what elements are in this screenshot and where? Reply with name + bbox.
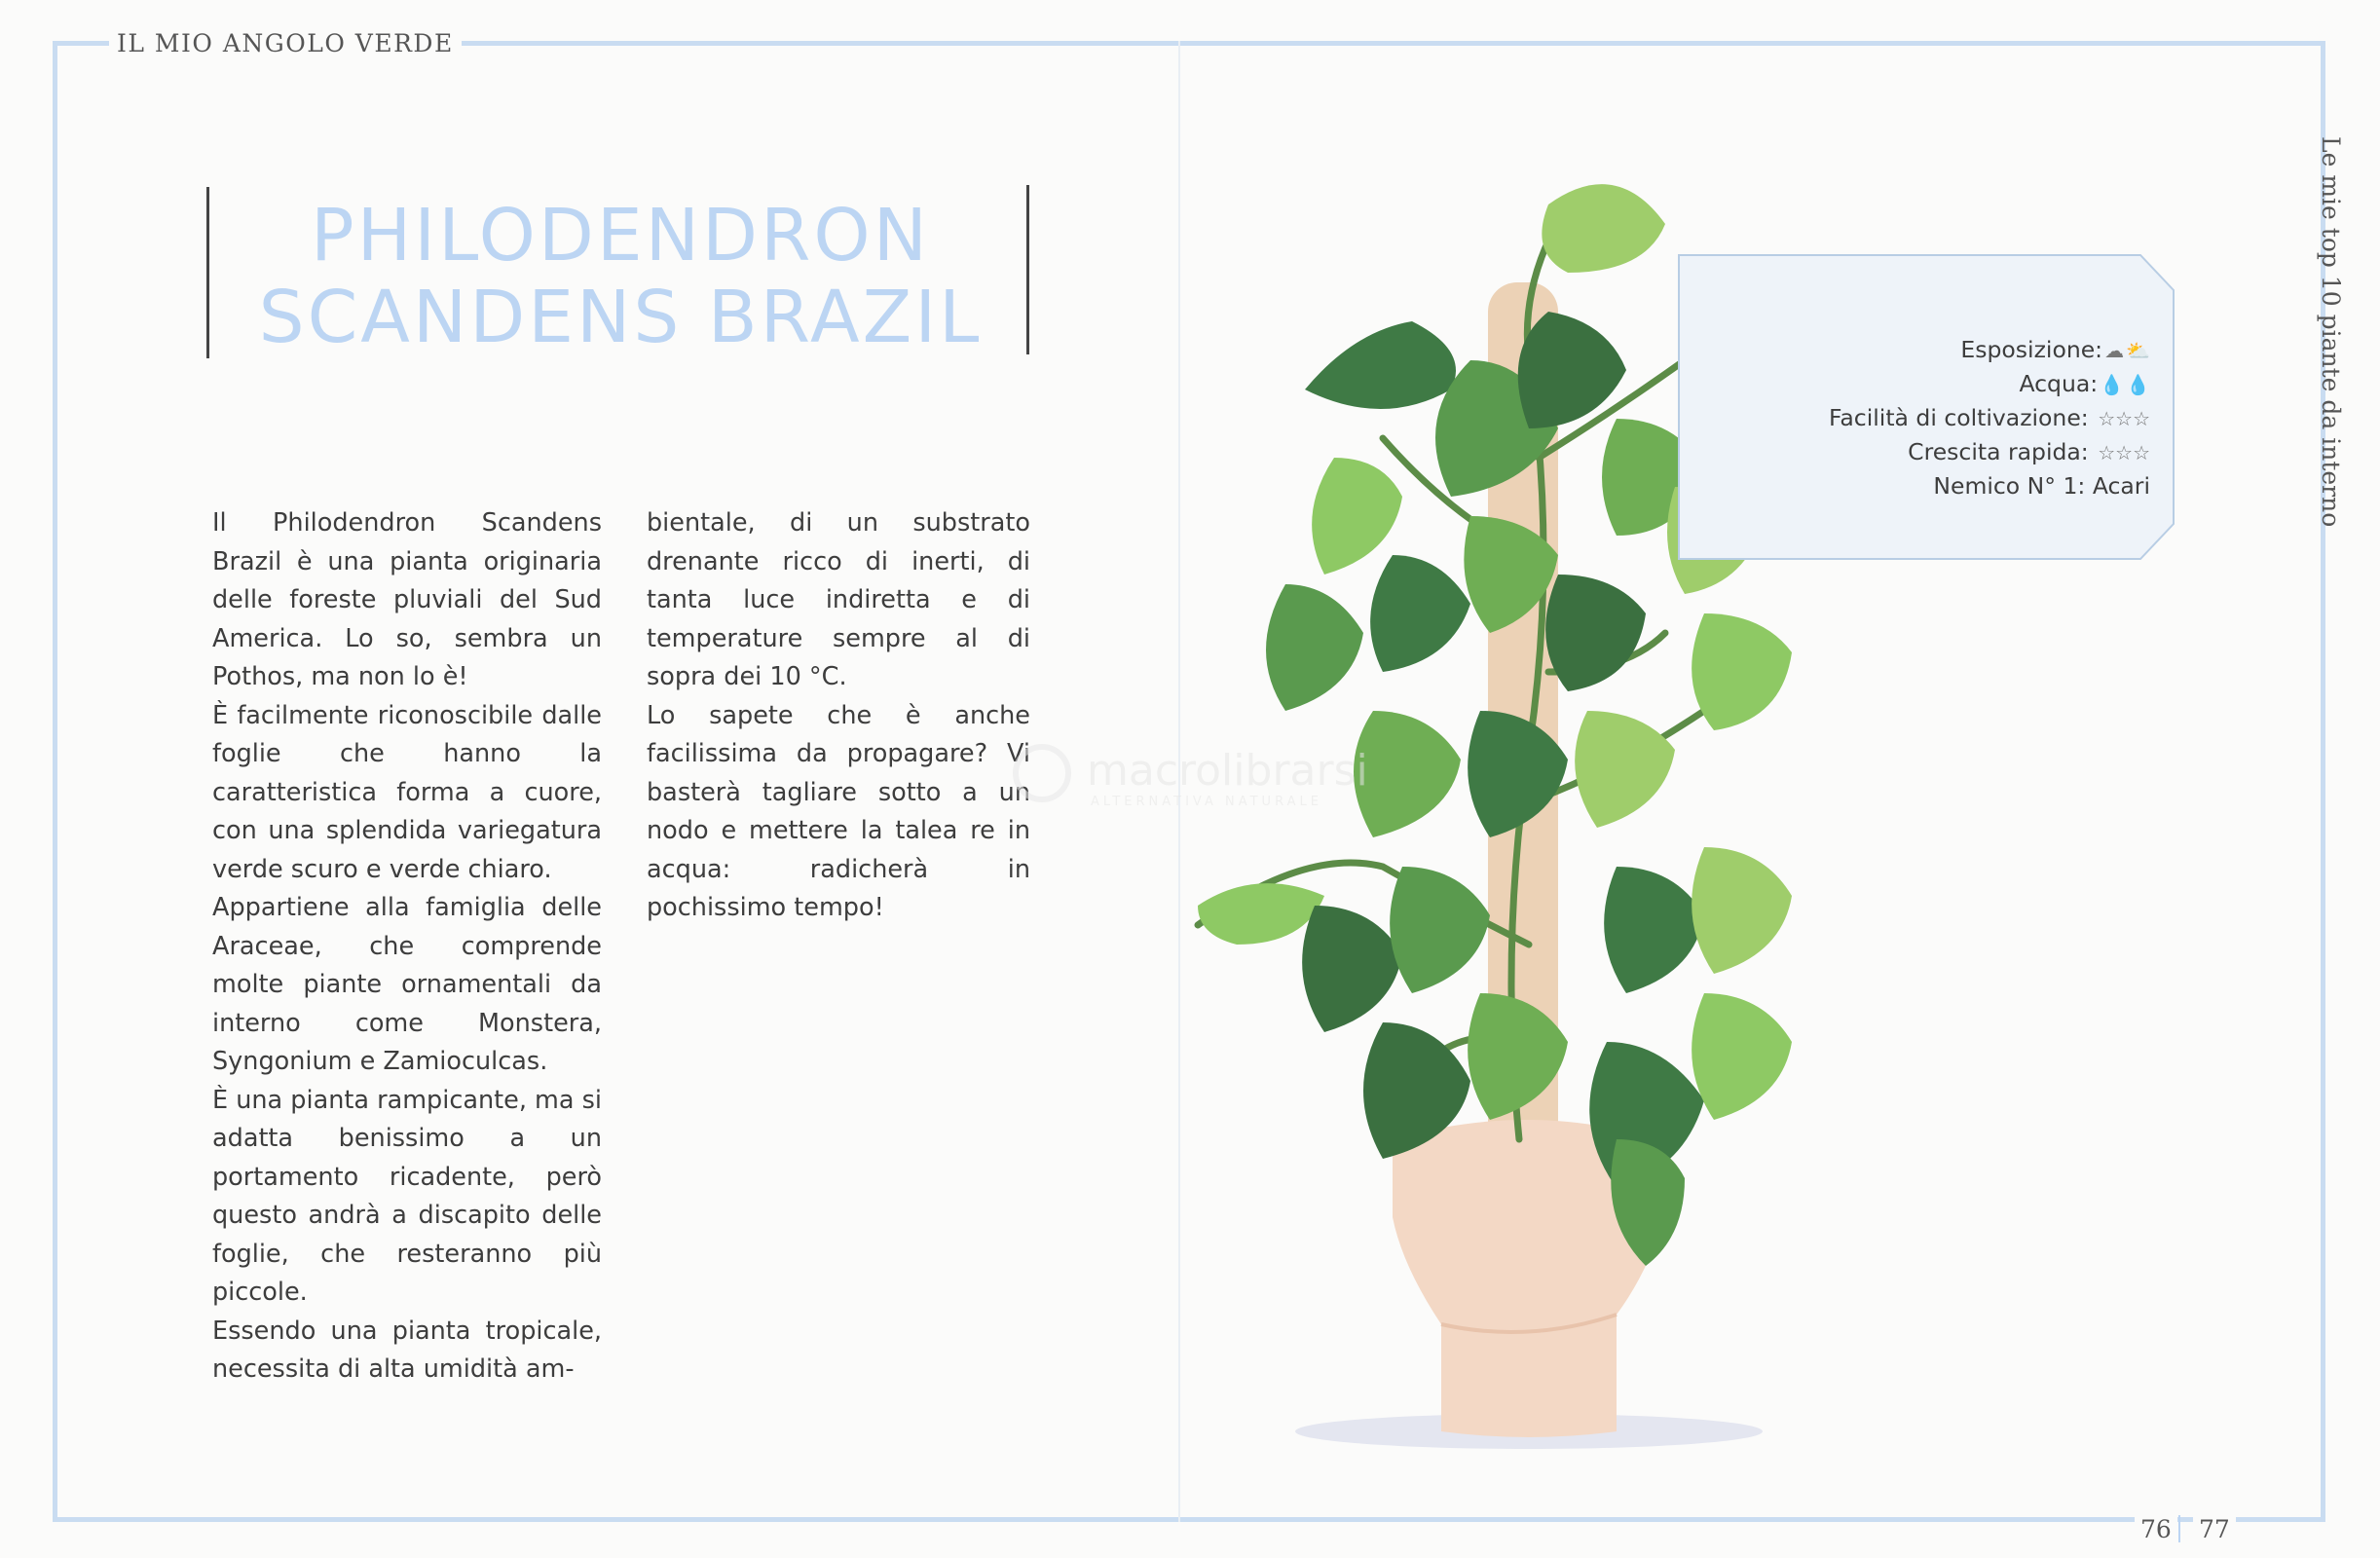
care-info-lines <box>1829 333 2150 502</box>
body-column-right <box>647 504 1030 928</box>
body-paragraph-2: È facilmente riconoscibile dalle foglie che hanno la caratteristica forma a cuore, con una splendida variegatura verde scuro e verde chiaro. <box>212 700 602 884</box>
enemy-row: Nemico N° 1: Acari <box>1933 472 2150 500</box>
frame-left-line <box>53 41 57 1522</box>
body-paragraph-1: Il Philodendron Scandens Brazil è una pianta originaria delle foreste pluviali del Sud America. Lo so, sembra un Pothos, ma non lo è! <box>212 508 602 691</box>
title-line-2: SCANDENS BRAZIL <box>258 276 983 359</box>
body-column-left <box>212 504 602 1390</box>
body-paragraph-3: Appartiene alla famiglia delle Araceae, che comprende molte piante ornamentali da interno come Monstera, Syngonium e Zamioculcas. <box>212 893 602 1076</box>
watermark-logo-icon <box>1013 744 1071 802</box>
title-line-1: PHILODENDRON <box>310 194 931 278</box>
watermark <box>1013 740 1402 818</box>
growth-row: Crescita rapida: ☆☆☆ <box>1829 435 2150 469</box>
page-number-right: 77 <box>2193 1515 2236 1543</box>
body-paragraph-5b: bientale, di un substrato drenante ricco di inerti, di tanta luce indiretta e di temperature sempre al di sopra dei 10 °C. <box>647 508 1030 691</box>
water-row: Acqua: 💧 💧 <box>1829 367 2150 401</box>
water-drop-icon: 💧 <box>2126 373 2150 396</box>
plant-care-info-box <box>1675 251 2177 563</box>
running-head-left: IL MIO ANGOLO VERDE <box>109 29 462 57</box>
page-number-separator <box>2178 1515 2180 1542</box>
body-paragraph-5a: Essendo una pianta tropicale, necessita di alta umidità am- <box>212 1316 602 1384</box>
body-paragraph-4: È una pianta rampicante, ma si adatta benissimo a un portamento ricadente, però questo andrà a discapito delle foglie, che resteranno più piccole. <box>212 1085 602 1307</box>
watermark-subtext: ALTERNATIVA NATURALE <box>1091 795 1322 809</box>
plant-title <box>208 195 1032 358</box>
water-drop-icon: 💧 <box>2100 373 2125 396</box>
running-head-right: Le mie top 10 piante da interno <box>2317 136 2345 528</box>
ease-row: Facilità di coltivazione: ☆☆☆ <box>1829 401 2150 435</box>
body-paragraph-6: Lo sapete che è anche facilissima da propagare? Vi basterà tagliare sotto a un nodo e mettere la talea re in acqua: radicherà in pochissimo tempo! <box>647 700 1030 922</box>
frame-bottom-line <box>53 1517 2325 1522</box>
partly-sunny-icon: ⛅ <box>2126 339 2150 362</box>
exposure-row: Esposizione: ☁ ⛅ <box>1829 333 2150 367</box>
watermark-text: macrolibrarsi <box>1087 746 1368 796</box>
page-number-left: 76 <box>2135 1515 2177 1543</box>
cloud-icon: ☁ <box>2104 339 2125 362</box>
star-rating: ☆☆☆ <box>2098 407 2150 430</box>
star-rating: ☆☆☆ <box>2098 441 2150 464</box>
